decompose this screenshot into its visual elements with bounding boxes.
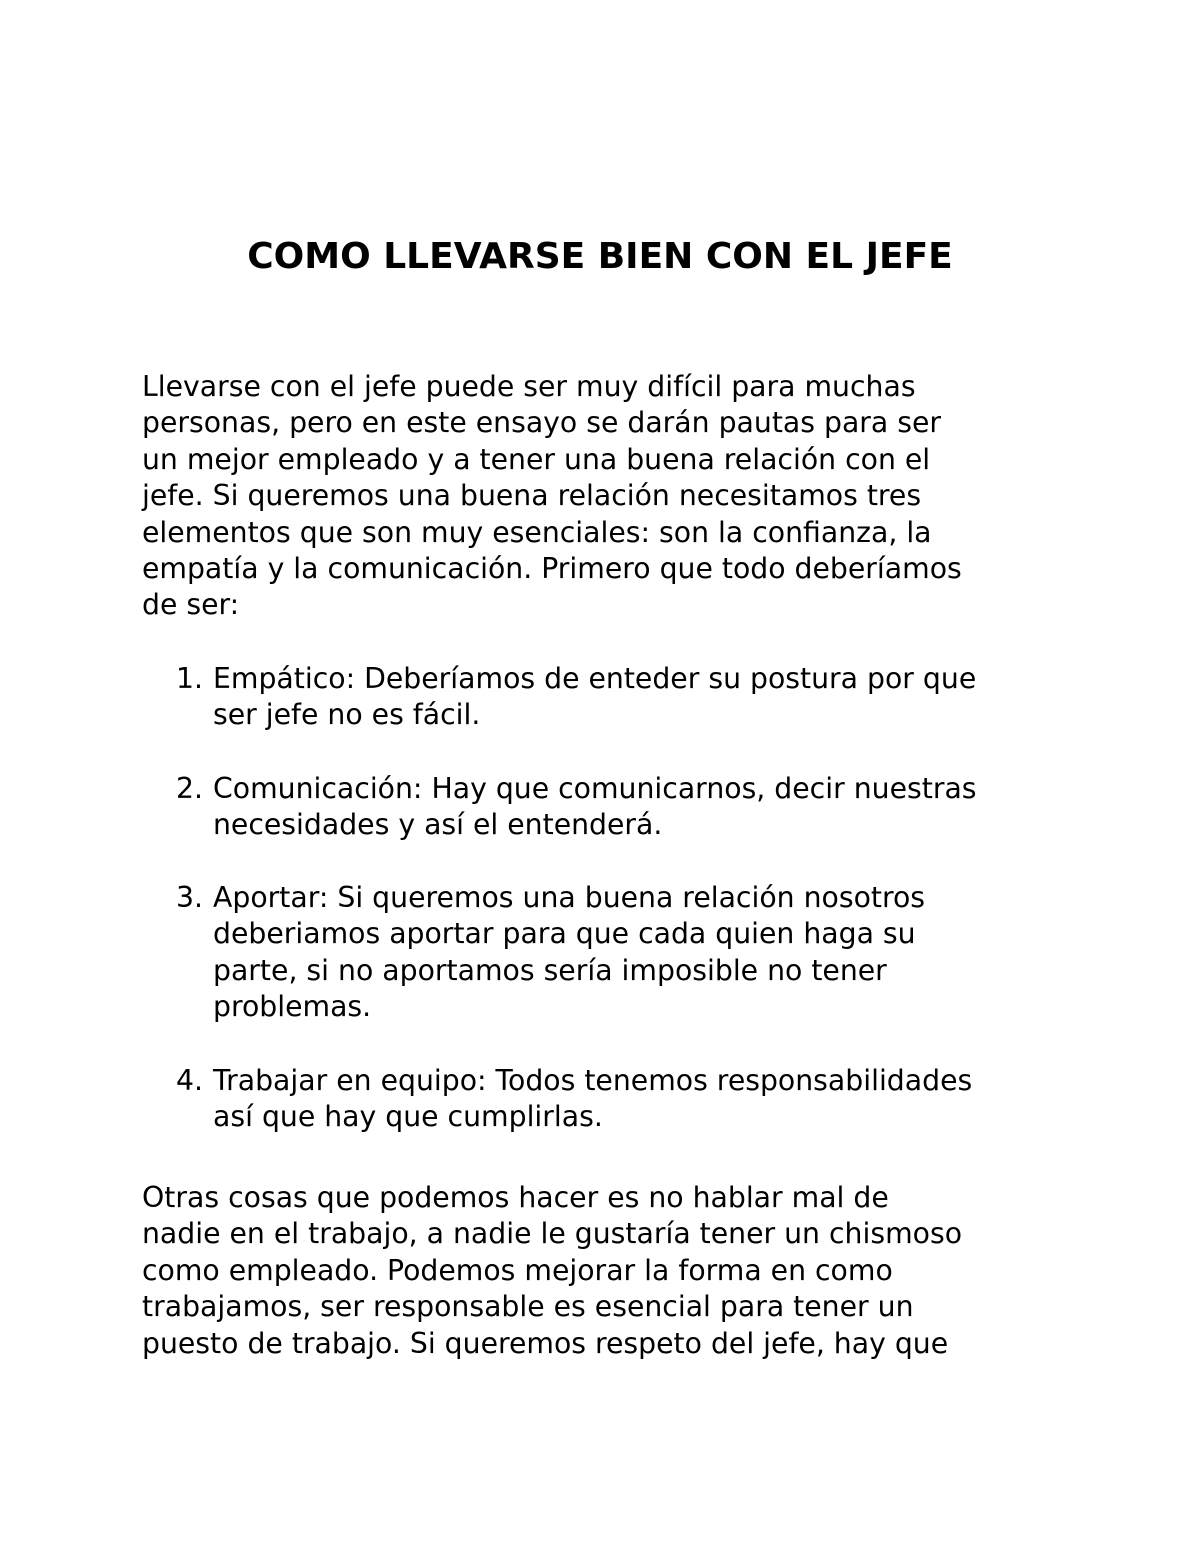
intro-line: un mejor empleado y a tener una buena relación con el <box>142 442 931 476</box>
list-line: necesidades y así el entenderá. <box>213 808 663 842</box>
list-item-text <box>213 661 976 734</box>
list-line: parte, si no aportamos sería imposible no tener <box>213 953 887 987</box>
list-line: Trabajar en equipo: Todos tenemos responsabilidades <box>213 1064 973 1097</box>
list-number: 4. <box>176 1064 203 1097</box>
closing-line: trabajamos, ser responsable es esencial para tener un <box>142 1290 914 1324</box>
list-number: 1. <box>176 662 203 695</box>
list-item-text <box>213 880 925 1026</box>
document-title: COMO LLEVARSE BIEN CON EL JEFE <box>247 236 953 277</box>
list-line: problemas. <box>213 990 372 1024</box>
list-number: 3. <box>176 881 203 914</box>
closing-line: Otras cosas que podemos hacer es no hablar mal de <box>142 1181 889 1214</box>
list-line: deberiamos aportar para que cada quien haga su <box>213 917 916 951</box>
list-item-text <box>213 1063 972 1136</box>
list-number: 2. <box>176 772 203 805</box>
intro-line: de ser: <box>142 588 240 622</box>
intro-line: Llevarse con el jefe puede ser muy difícil para muchas <box>142 370 916 403</box>
list-line: Aportar: Si queremos una buena relación nosotros <box>213 881 926 914</box>
closing-line: nadie en el trabajo, a nadie le gustaría tener un chismoso <box>142 1217 963 1251</box>
closing-line: puesto de trabajo. Si queremos respeto del jefe, hay que <box>142 1326 949 1360</box>
intro-line: elementos que son muy esenciales: son la confianza, la <box>142 515 932 549</box>
closing-paragraph <box>142 1180 962 1362</box>
intro-line: empatía y la comunicación. Primero que todo deberíamos <box>142 552 962 586</box>
list-line: Comunicación: Hay que comunicarnos, decir nuestras <box>213 772 977 805</box>
intro-line: jefe. Si queremos una buena relación necesitamos tres <box>142 479 922 513</box>
closing-line: como empleado. Podemos mejorar la forma en como <box>142 1253 893 1287</box>
intro-line: personas, pero en este ensayo se darán pautas para ser <box>142 406 942 440</box>
intro-paragraph <box>142 369 962 624</box>
list-item-text <box>213 771 977 844</box>
list-line: Empático: Deberíamos de enteder su postura por que <box>213 662 977 695</box>
list-line: ser jefe no es fácil. <box>213 698 481 732</box>
list-line: así que hay que cumplirlas. <box>213 1100 603 1134</box>
